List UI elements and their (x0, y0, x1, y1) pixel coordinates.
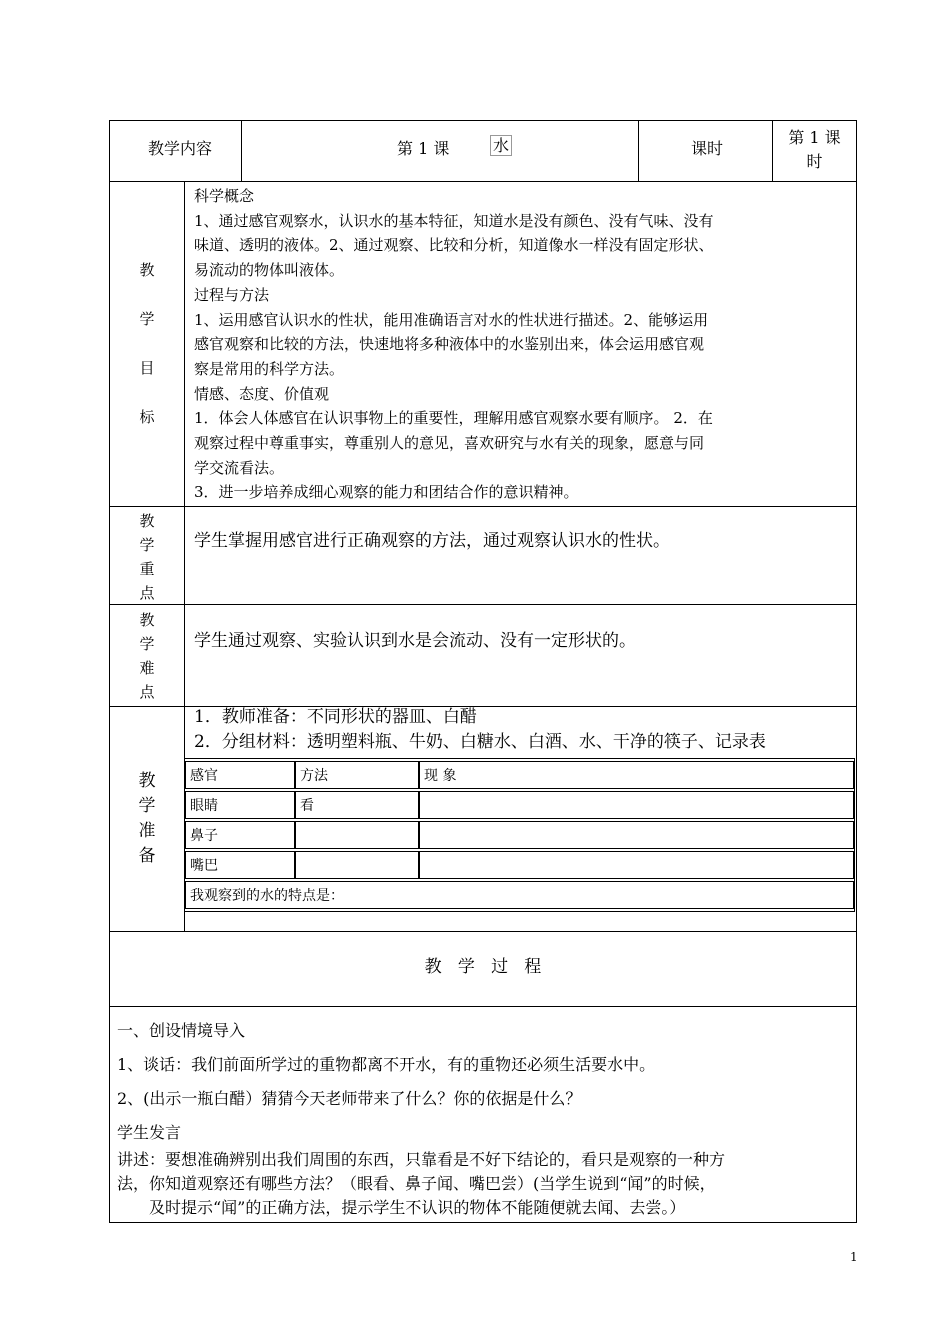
record-cell (295, 821, 419, 849)
record-cell (295, 851, 419, 879)
header-divider-2 (638, 120, 639, 182)
record-footer: 我观察到的水的特点是： (185, 881, 854, 909)
record-header-sense: 感官 (185, 761, 295, 789)
objectives-line: 1．体会人体感官在认识事物上的重要性，理解用感官观察水要有顺序。 2．在 (194, 409, 713, 428)
difficulty-label-char: 难 (139, 659, 155, 677)
record-cell: 眼睛 (185, 791, 295, 819)
table-border-top (109, 120, 857, 121)
keypoint-text: 学生掌握用感官进行正确观察的方法，通过观察认识水的性状。 (194, 531, 670, 551)
record-header-phenomenon: 现 象 (419, 761, 854, 789)
record-header-method: 方法 (295, 761, 419, 789)
preparation-teacher: 1．教师准备：不同形状的器皿、白醋 (194, 707, 477, 727)
lesson-number: 第 1 课 (397, 139, 450, 158)
process-explain (117, 1148, 852, 1220)
difficulty-label-char: 教 (139, 611, 155, 629)
objectives-line: 学交流看法。 (194, 458, 285, 477)
row-divider-objectives (109, 506, 857, 507)
record-cell: 鼻子 (185, 821, 295, 849)
process-line: 2、(出示一瓶白醋）猜猜今天老师带来了什么？你的依据是什么？ (117, 1089, 582, 1108)
keypoint-label-char: 重 (139, 560, 155, 578)
lesson-title (490, 138, 512, 154)
table-row (185, 851, 854, 879)
row-divider-process-title (109, 1006, 857, 1007)
keypoint-side-label (109, 509, 185, 605)
process-line: 一、创设情境导入 (117, 1021, 246, 1040)
objectives-line: 味道、透明的液体。2、通过观察、比较和分析，知道像水一样没有固定形状、 (194, 236, 714, 255)
preparation-label-char: 教 (138, 771, 156, 791)
keypoint-label-char: 学 (139, 536, 155, 554)
objectives-line: 感官观察和比较的方法，快速地将多种液体中的水鉴别出来，体会运用感官观 (194, 335, 705, 354)
objectives-label-char: 教 (139, 261, 155, 279)
preparation-label-char: 准 (138, 821, 156, 841)
preparation-side-label (109, 769, 185, 869)
objectives-label-char: 学 (139, 310, 155, 328)
objectives-line: 3．进一步培养成细心观察的能力和团结合作的意识精神。 (194, 483, 579, 502)
process-body (117, 1018, 655, 1144)
difficulty-label-char: 学 (139, 635, 155, 653)
table-border-right (856, 120, 857, 1223)
keypoint-label-char: 教 (139, 512, 155, 530)
objectives-side-label (109, 259, 185, 455)
objectives-line: 观察过程中尊重事实，尊重别人的意见，喜欢研究与水有关的现象，愿意与同 (194, 434, 705, 453)
row-divider-preparation (109, 931, 857, 932)
objectives-line: 情感、态度、价值观 (194, 384, 330, 403)
difficulty-label-char: 点 (139, 683, 155, 701)
table-row (185, 821, 854, 849)
record-cell (419, 791, 854, 819)
preparation-label-char: 备 (138, 846, 156, 866)
row-divider-header (109, 181, 857, 182)
objectives-label-char: 标 (139, 408, 155, 426)
objectives-line: 1、运用感官认识水的性状，能用准确语言对水的性状进行描述。2、能够运用 (194, 310, 709, 329)
process-line: 学生发言 (117, 1123, 182, 1142)
record-table (184, 758, 855, 912)
objectives-line: 1、通过感官观察水，认识水的基本特征，知道水是没有颜色、没有气味、没有 (194, 211, 714, 230)
hours-value-line1: 第 1 课 (788, 128, 841, 147)
difficulty-text: 学生通过观察、实验认识到水是会流动、没有一定形状的。 (194, 631, 636, 651)
objectives-label-char: 目 (139, 359, 155, 377)
difficulty-side-label (109, 608, 185, 704)
record-cell: 看 (295, 791, 419, 819)
process-title: 教 学 过 程 (424, 957, 542, 977)
preparation-group: 2．分组材料：透明塑料瓶、牛奶、白糖水、白酒、水、干净的筷子、记录表 (194, 732, 766, 752)
header-divider-1 (241, 120, 242, 182)
lesson-title-text: 水 (490, 135, 512, 156)
header-label: 教学内容 (148, 139, 213, 158)
objectives-line: 科学概念 (194, 187, 255, 205)
explain-line: 讲述：要想准确辨别出我们周围的东西，只靠看是不好下结论的，看只是观察的一种方 (117, 1150, 726, 1169)
page-number: 1 (850, 1250, 858, 1264)
row-divider-keypoint (109, 604, 857, 605)
explain-line: 法，你知道观察还有哪些方法？（眼看、鼻子闻、嘴巴尝）(当学生说到“闻”的时候， (117, 1174, 716, 1193)
table-border-bottom (109, 1222, 857, 1223)
keypoint-label-char: 点 (139, 584, 155, 602)
explain-line: 及时提示“闻”的正确方法，提示学生不认识的物体不能随便就去闻、去尝。） (149, 1198, 686, 1217)
record-cell (419, 821, 854, 849)
objectives-line: 过程与方法 (194, 285, 270, 304)
hours-value (773, 126, 856, 174)
hours-label: 课时 (691, 139, 724, 158)
table-row (185, 791, 854, 819)
record-cell: 嘴巴 (185, 851, 295, 879)
objectives-body (194, 184, 714, 505)
hours-value-line2: 时 (806, 152, 823, 171)
objectives-line: 察是常用的科学方法。 (194, 359, 345, 378)
process-line: 1、谈话：我们前面所学过的重物都离不开水，有的重物还必须生活要水中。 (117, 1055, 656, 1074)
objectives-line: 易流动的物体叫液体。 (194, 261, 345, 280)
preparation-label-char: 学 (138, 796, 156, 816)
record-cell (419, 851, 854, 879)
